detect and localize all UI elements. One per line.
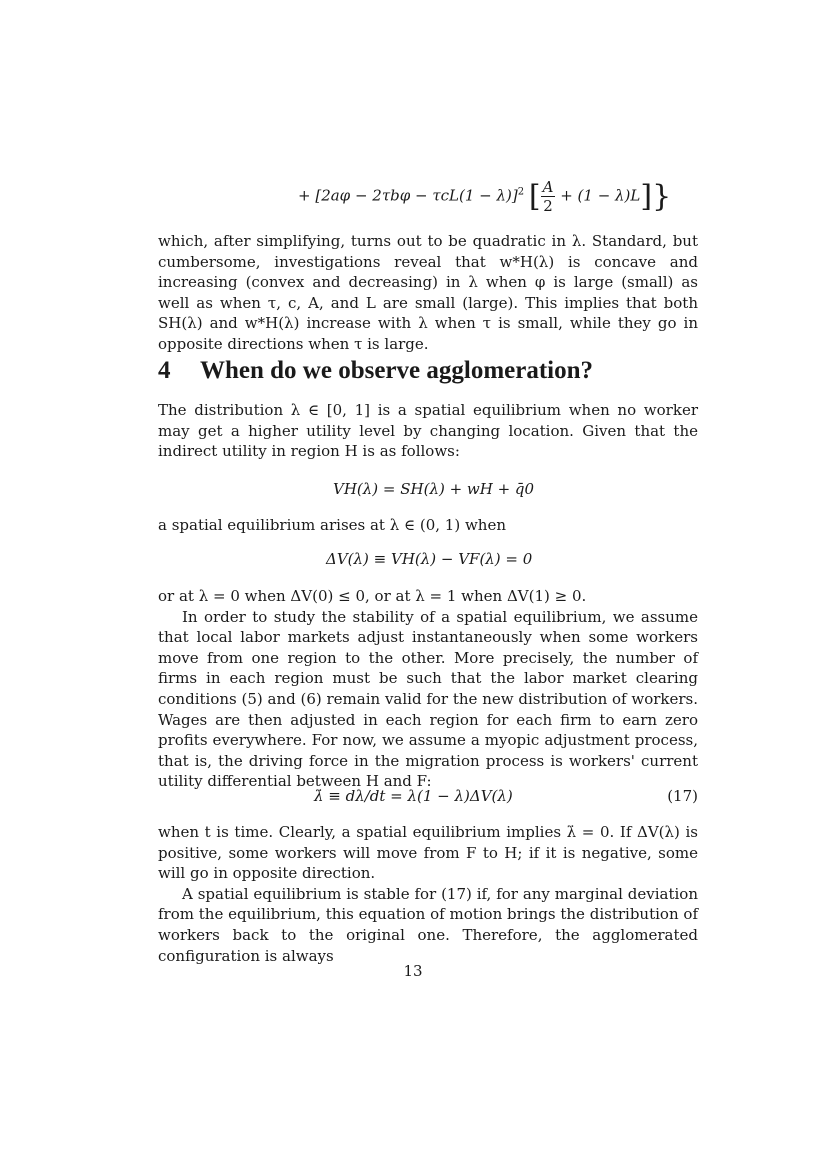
paragraph: when t is time. Clearly, a spatial equilibrium implies λ̇ = 0. If ΔV(λ) is positive, some workers will move from F to H; if it is negative, some will go in opposite direction.: [158, 823, 698, 883]
fraction-denominator: 2: [543, 197, 553, 215]
section-title: When do we observe agglomeration?: [200, 357, 594, 384]
indirect-utility-equation: VH(λ) = SH(λ) + wH + q̄0: [333, 480, 535, 498]
paragraph: In order to study the stability of a spatial equilibrium, we assume that local labor markets adjust instantaneously when some workers move from one region to the other. More precisely, the number of firms in each region must be such that the labor market clearing conditions (5) and (6) remain valid for the new distribution of workers. Wages are then adjusted in each region for each firm to earn zero profits everywhere. For now, we assume a myopic adjustment process, that is, the driving force in the migration process is workers' current utility differential between H and F:: [158, 607, 698, 791]
closing-brackets: ]}: [640, 179, 672, 214]
motion-equation: λ̇ ≡ dλ/dt = λ(1 − λ)ΔV(λ): [314, 787, 513, 805]
paragraph: A spatial equilibrium is stable for (17) if, for any marginal deviation from the equilibrium, this equation of motion brings the distribution of workers back to the original one. Therefore, the agglomerated configuration is always: [158, 884, 698, 965]
fraction: [541, 178, 556, 215]
fraction-numerator: A: [542, 178, 554, 196]
paragraph-block: [158, 586, 698, 792]
continuation-equation: [298, 178, 671, 215]
paragraph: which, after simplifying, turns out to be quadratic in λ. Standard, but cumbersome, investigations reveal that w*H(λ) is concave and increasing (convex and decreasing) in λ when φ is large (small) as well as when τ, c, A, and L are small (large). This implies that both SH(λ) and w*H(λ) increase with λ when τ is small, while they go in opposite directions when τ is large.: [158, 232, 698, 353]
equation-exponent: 2: [517, 186, 525, 198]
paragraph-block: [158, 822, 698, 966]
left-bracket: [: [528, 179, 541, 214]
paragraph-block: [158, 515, 698, 536]
section-number: 4: [158, 357, 171, 384]
equation-tail: + (1 − λ)L: [560, 186, 641, 205]
paragraph: or at λ = 0 when ΔV(0) ≤ 0, or at λ = 1 when ΔV(1) ≥ 0.: [158, 587, 587, 605]
paragraph: a spatial equilibrium arises at λ ∈ (0, 1) when: [158, 516, 507, 534]
paragraph-block: [158, 231, 698, 355]
page-number: 13: [403, 962, 423, 980]
paragraph-block: [158, 400, 698, 462]
equation-number: (17): [667, 787, 698, 805]
paragraph: The distribution λ ∈ [0, 1] is a spatial equilibrium when no worker may get a higher utility level by changing location. Given that the indirect utility in region H is as follows:: [158, 401, 698, 461]
section-heading: [158, 357, 593, 385]
equation-lead: + [2aφ − 2τbφ − τcL(1 − λ)]: [298, 186, 518, 205]
equilibrium-condition-equation: ΔV(λ) ≡ VH(λ) − VF(λ) = 0: [326, 550, 533, 568]
